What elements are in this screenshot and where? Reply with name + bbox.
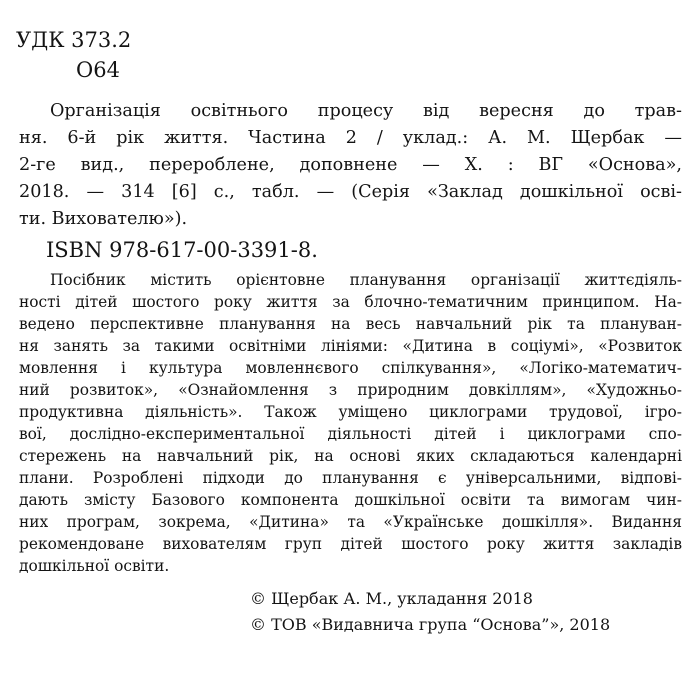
abstract-line: ведено перспективне планування на весь навчальний рік та плануван- [19, 315, 682, 333]
abstract-line: вої, дослідно-експериментальної діяльності дітей і циклограми спо- [19, 425, 682, 443]
abstract-line: дошкільної освіти. [19, 557, 170, 575]
biblio-line: ти. Вихователю»). [19, 209, 188, 229]
biblio-line: ня. 6-й рік життя. Частина 2 / уклад.: А. М. Щербак — [19, 128, 682, 148]
copyright-author: © Щербак А. М., укладання 2018 [250, 589, 533, 608]
abstract-line: ня занять за такими освітніми лініями: «Дитина в соціумі», «Розвиток [19, 337, 682, 355]
abstract-line: ний розвиток», «Ознайомлення з природним довкіллям», «Художньо- [19, 381, 682, 399]
author-code: О64 [76, 58, 120, 82]
biblio-line: Організація освітнього процесу від вересня до трав- [50, 101, 682, 121]
abstract-line: Посібник містить орієнтовне планування організації життєдіяль- [50, 271, 682, 289]
biblio-line: 2-ге вид., перероблене, доповнене — Х. : ВГ «Основа», [19, 155, 682, 175]
abstract-line: плани. Розроблені підходи до планування є універсальними, відпові- [19, 469, 682, 487]
abstract-line: продуктивна діяльність». Також уміщено циклограми трудової, ігро- [19, 403, 682, 421]
abstract-line: них програм, зокрема, «Дитина» та «Українське дошкілля». Видання [19, 513, 682, 531]
copyright-publisher: © ТОВ «Видавнича група “Основа”», 2018 [250, 615, 611, 634]
udk-code: УДК 373.2 [16, 28, 132, 52]
abstract-line: мовлення і культура мовленнєвого спілкування», «Логіко-математич- [19, 359, 682, 377]
abstract-line: дають змісту Базового компонента дошкільної освіти та вимогам чин- [19, 491, 682, 509]
abstract-line: ності дітей шостого року життя за блочно-тематичним принципом. На- [19, 293, 682, 311]
abstract-line: стережень на навчальний рік, на основі яких складаються календарні [19, 447, 682, 465]
abstract-line: рекомендоване вихователям груп дітей шостого року життя закладів [19, 535, 682, 553]
isbn: ISBN 978-617-00-3391-8. [46, 238, 318, 262]
biblio-line: 2018. — 314 [6] с., табл. — (Серія «Заклад дошкільної осві- [19, 182, 682, 202]
